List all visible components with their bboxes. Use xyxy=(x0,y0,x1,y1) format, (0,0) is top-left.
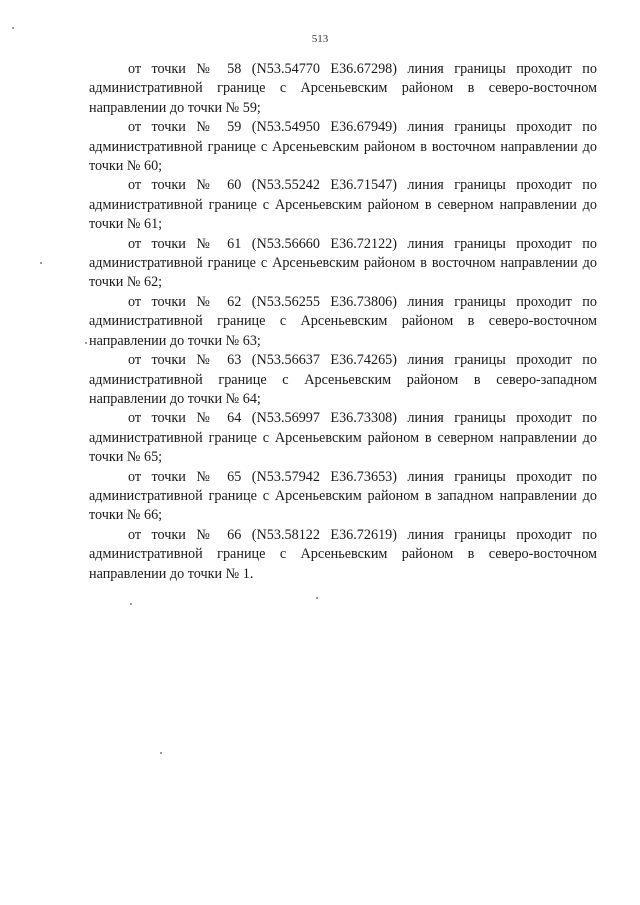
paragraph-point-62: от точки № 62 (N53.56255 E36.73806) линия границы проходит по административной границе с Арсеньевским районом в северо-восточном направлении до точки № 63; xyxy=(89,293,597,349)
paragraph-point-60: от точки № 60 (N53.55242 E36.71547) линия границы проходит по административной границе с Арсеньевским районом в северном направлении до точки № 61; xyxy=(89,177,597,233)
paragraph-point-65: от точки № 65 (N53.57942 E36.73653) линия границы проходит по административной границе с Арсеньевским районом в западном направлении до точки № 66; xyxy=(89,468,597,524)
scan-speck xyxy=(85,342,87,344)
scan-speck xyxy=(160,752,162,754)
paragraph-point-59: от точки № 59 (N53.54950 E36.67949) линия границы проходит по административной границе с Арсеньевским районом в восточном направлении до точки № 60; xyxy=(89,119,597,175)
paragraph-point-66: от точки № 66 (N53.58122 E36.72619) линия границы проходит по административной границе с Арсеньевским районом в северо-восточном направлении до точки № 1. xyxy=(89,526,597,582)
paragraph-point-58: от точки № 58 (N53.54770 E36.67298) линия границы проходит по административной границе с Арсеньевским районом в северо-восточном направлении до точки № 59; xyxy=(89,61,597,116)
paragraph-point-64: от точки № 64 (N53.56997 E36.73308) линия границы проходит по административной границе с Арсеньевским районом в северном направлении до точки № 65; xyxy=(89,410,597,466)
paragraph-point-63: от точки № 63 (N53.56637 E36.74265) линия границы проходит по административной границе с Арсеньевским районом в северо-западном направлении до точки № 64; xyxy=(89,352,597,407)
scan-speck xyxy=(316,597,318,599)
scan-speck xyxy=(130,603,132,605)
page-number: 513 xyxy=(311,33,329,45)
scan-speck xyxy=(40,262,42,264)
paragraph-point-61: от точки № 61 (N53.56660 E36.72122) линия границы проходит по административной границе с Арсеньевским районом в восточном направлении до точки № 62; xyxy=(89,235,597,291)
scan-speck xyxy=(12,27,14,29)
document-body xyxy=(89,60,597,584)
